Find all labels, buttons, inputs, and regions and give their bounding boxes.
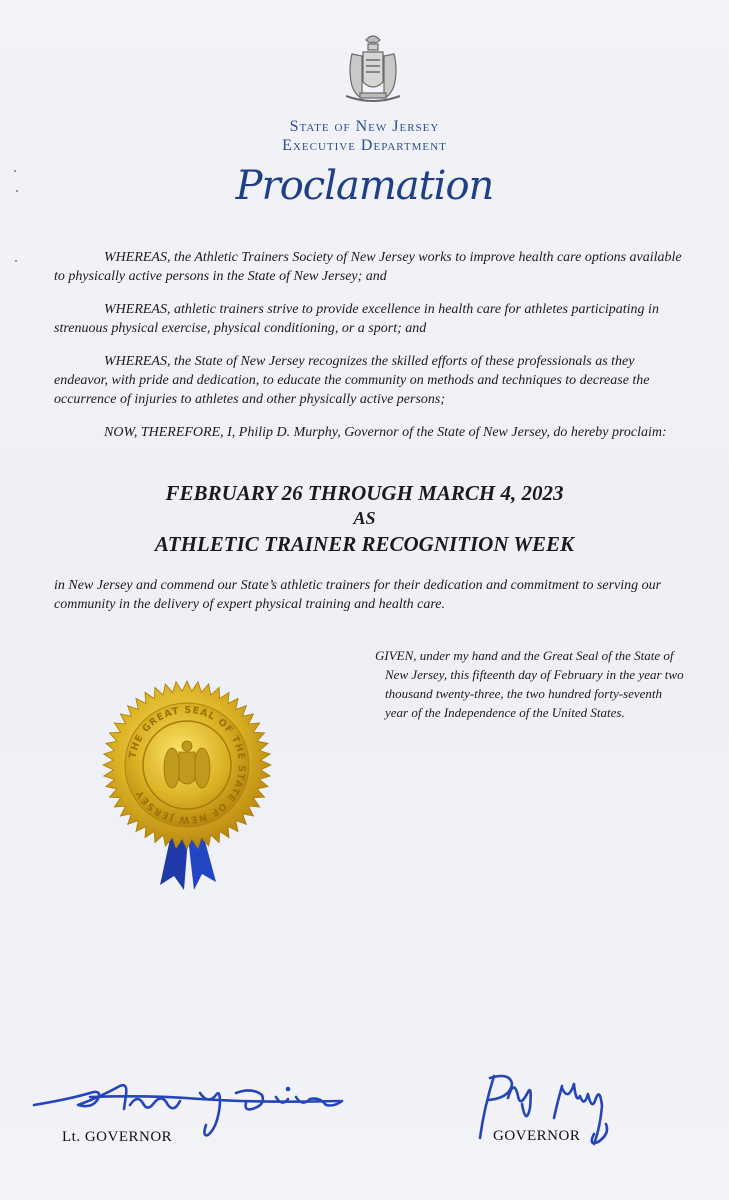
given-paragraph: GIVEN, under my hand and the Great Seal of the State of New Jersey, this fifteenth day of February in the year two thousand twenty-three, the two hundred forty-seventh year of the Independence of the United States.	[375, 648, 684, 720]
whereas-paragraph-3: WHEREAS, the State of New Jersey recognizes the skilled efforts of these professionals as they endeavor, with pride and dedication, to educate the community on methods and techniques to decrease the occurrence of injuries to athletes and other physically active persons;	[54, 354, 650, 407]
lt-governor-label: Lt. GOVERNOR	[62, 1129, 173, 1145]
governor-label: GOVERNOR	[493, 1128, 581, 1144]
department-heading: Executive Department	[282, 137, 447, 154]
state-crest-icon	[338, 30, 408, 105]
gold-seal-icon	[102, 680, 272, 900]
proclamation-title: Proclamation	[235, 163, 494, 209]
state-heading: State of New Jersey	[289, 118, 440, 135]
whereas-paragraph-2: WHEREAS, athletic trainers strive to provide excellence in health care for athletes participating in strenuous physical exercise, physical conditioning, or a sport; and	[54, 302, 659, 336]
proclaimed-dates: FEBRUARY 26 THROUGH MARCH 4, 2023	[165, 481, 564, 505]
proclaimed-as: AS	[353, 508, 376, 528]
therefore-paragraph: NOW, THEREFORE, I, Philip D. Murphy, Governor of the State of New Jersey, do hereby proclaim:	[104, 425, 667, 440]
seal-ring-text: THE GREAT SEAL OF THE STATE OF NEW JERSEY	[127, 704, 248, 826]
closing-paragraph: in New Jersey and commend our State’s athletic trainers for their dedication and commitment to serving our community in the delivery of expert physical training and health care.	[54, 578, 662, 612]
whereas-paragraph-1: WHEREAS, the Athletic Trainers Society of New Jersey works to improve health care options available to physically active persons in the State of New Jersey; and	[54, 250, 682, 284]
proclaimed-week-name: ATHLETIC TRAINER RECOGNITION WEEK	[154, 532, 575, 556]
